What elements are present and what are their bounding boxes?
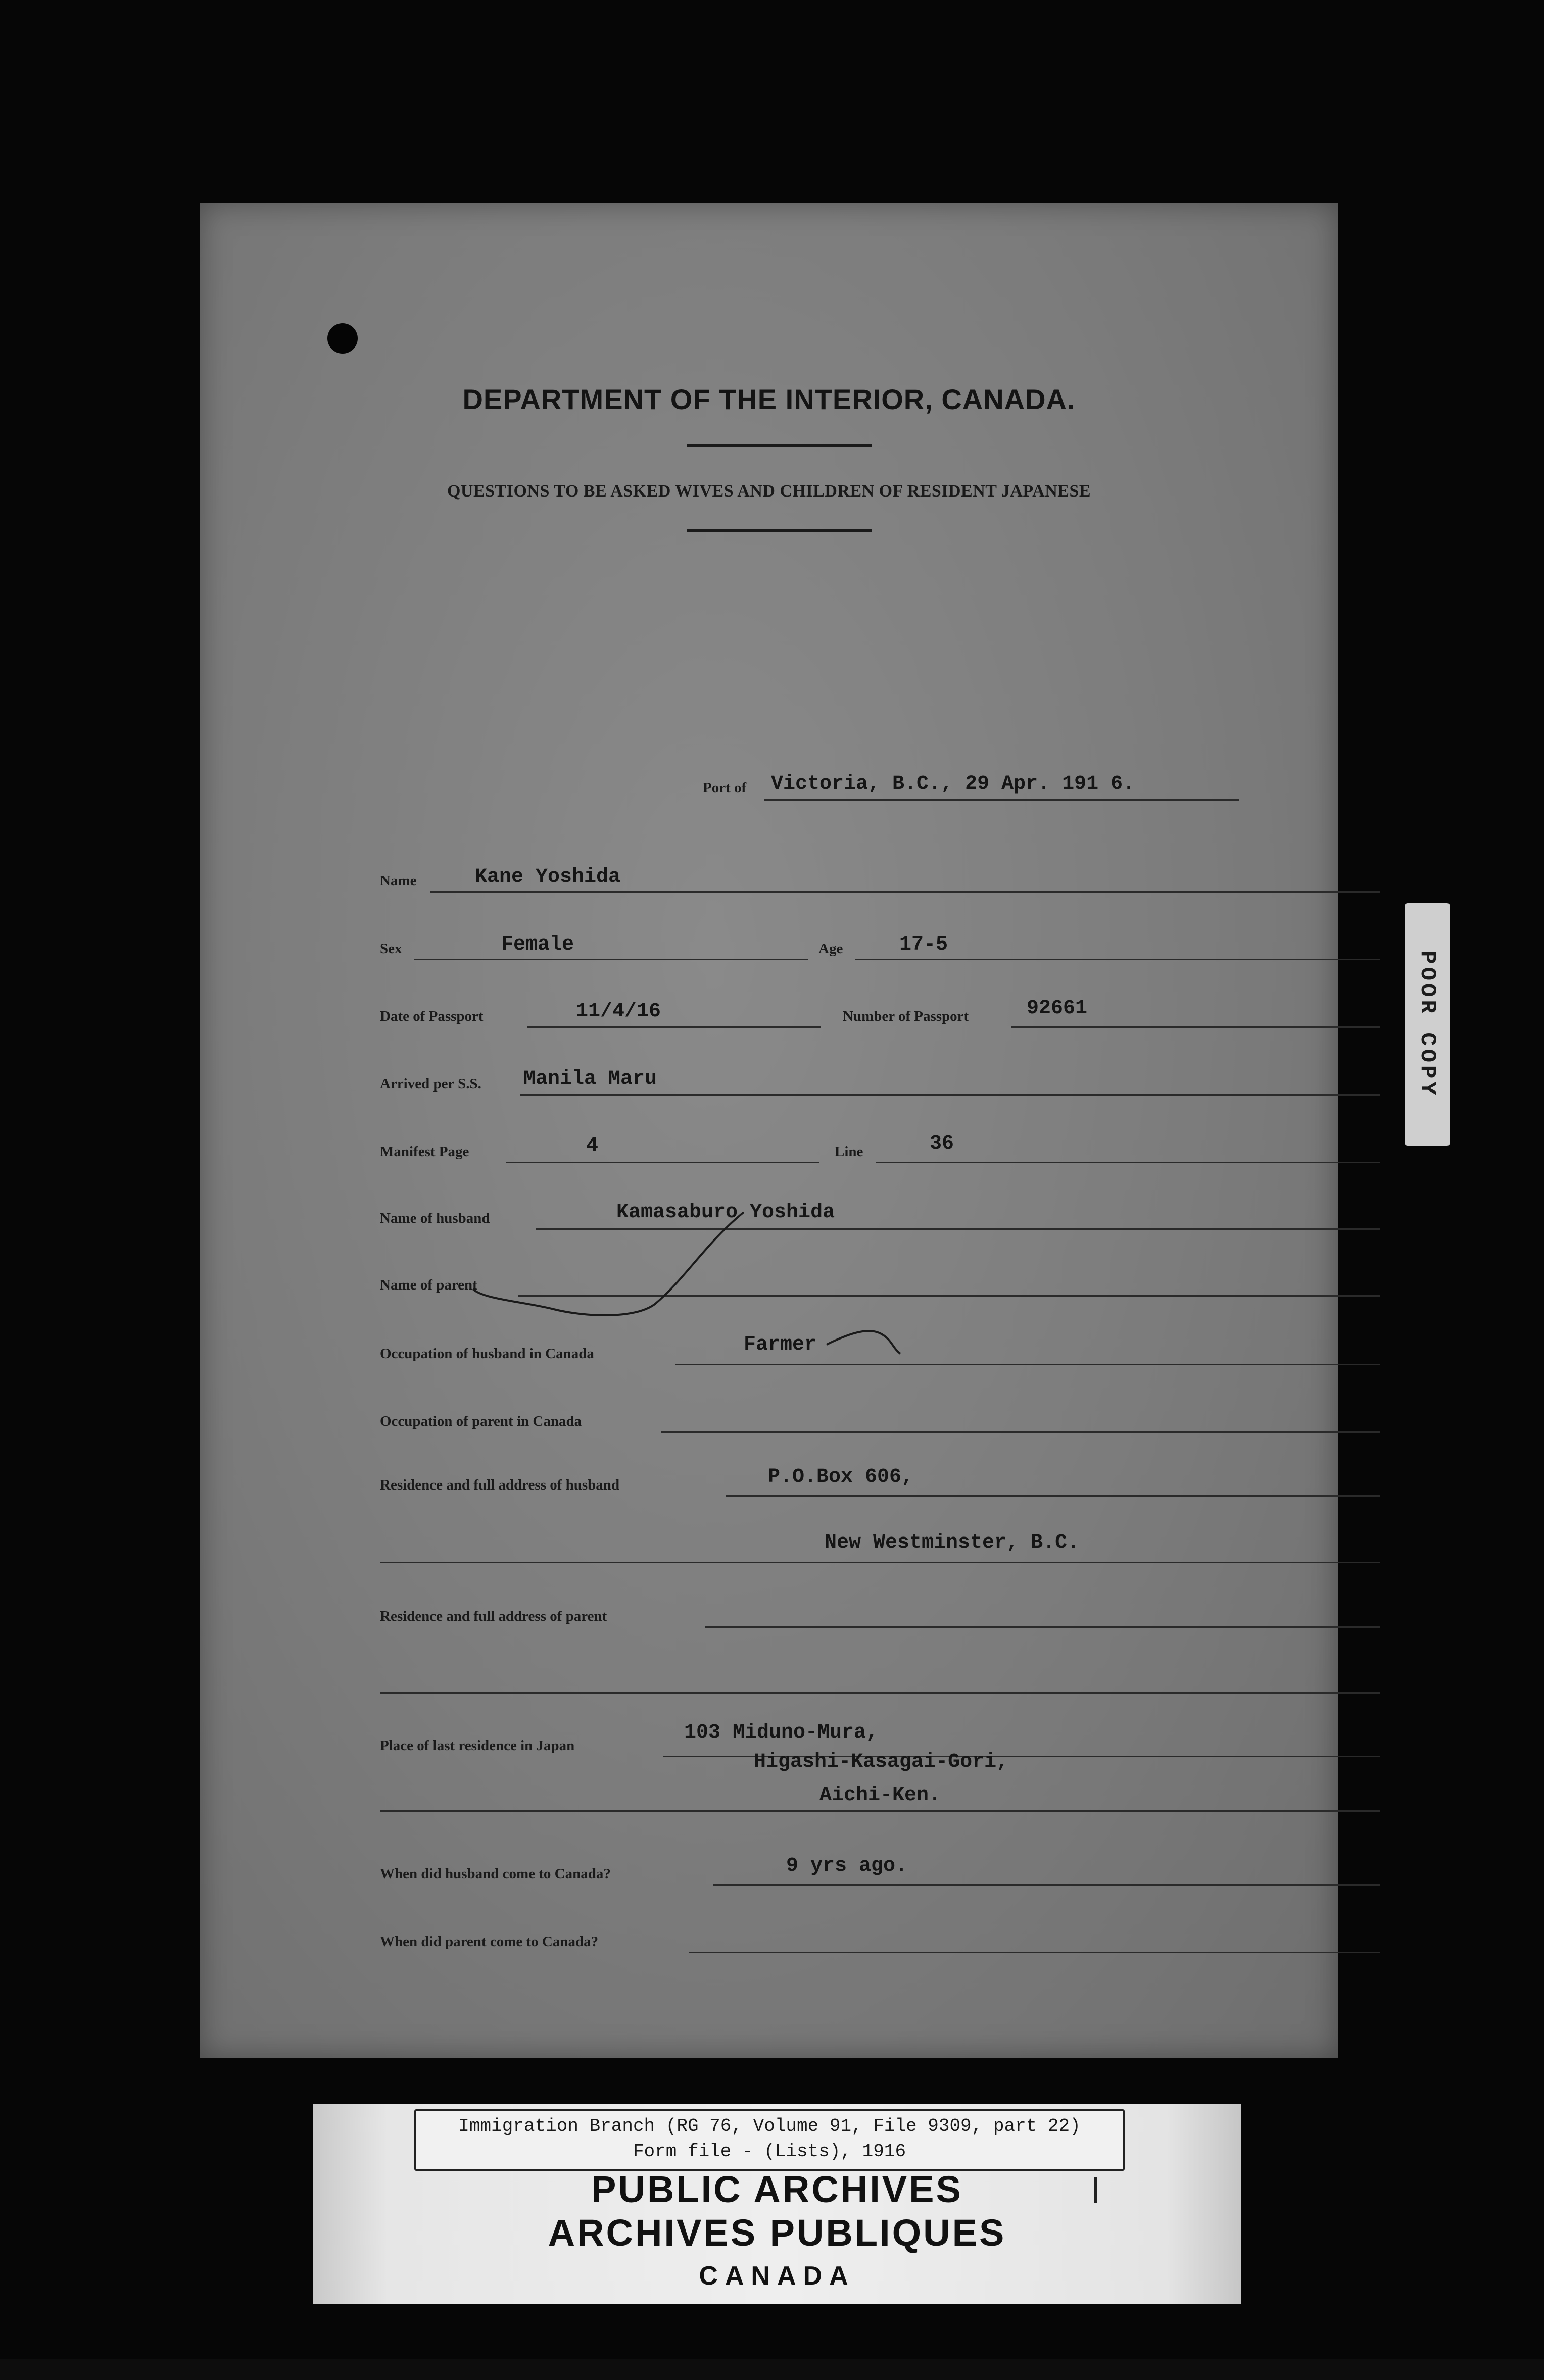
last-residence-value-1: 103 Miduno-Mura, bbox=[684, 1721, 879, 1744]
arrived-per-label: Arrived per S.S. bbox=[380, 1076, 481, 1092]
last-residence-value-2: Higashi-Kasagai-Gori, bbox=[754, 1751, 1009, 1773]
name-of-husband-label: Name of husband bbox=[380, 1210, 490, 1226]
date-of-passport-value: 11/4/16 bbox=[576, 1000, 661, 1023]
name-of-husband-value: Kamasaburo Yoshida bbox=[616, 1201, 835, 1224]
sex-label: Sex bbox=[380, 940, 402, 957]
name-value: Kane Yoshida bbox=[475, 866, 621, 888]
archive-reference-line-1: Immigration Branch (RG 76, Volume 91, File 9309, part 22) bbox=[458, 2116, 1081, 2137]
age-label: Age bbox=[818, 940, 843, 957]
port-label: Port of bbox=[703, 780, 747, 796]
parent-came-label: When did parent come to Canada? bbox=[380, 1933, 599, 1950]
name-label: Name bbox=[380, 873, 417, 889]
number-of-passport-label: Number of Passport bbox=[843, 1008, 969, 1024]
line-value: 36 bbox=[930, 1132, 954, 1155]
form-sheet bbox=[200, 203, 1338, 2058]
pen-scribble bbox=[200, 203, 1338, 2058]
line-label: Line bbox=[835, 1144, 863, 1160]
name-of-parent-label: Name of parent bbox=[380, 1277, 477, 1293]
public-archives-text: PUBLIC ARCHIVES bbox=[591, 2168, 963, 2210]
last-residence-label: Place of last residence in Japan bbox=[380, 1738, 575, 1754]
husband-came-value: 9 yrs ago. bbox=[786, 1855, 908, 1877]
sex-value: Female bbox=[501, 933, 574, 956]
number-of-passport-value: 92661 bbox=[1027, 997, 1088, 1020]
occupation-husband-label: Occupation of husband in Canada bbox=[380, 1346, 594, 1362]
husband-came-label: When did husband come to Canada? bbox=[380, 1866, 611, 1882]
film-edge bbox=[0, 2359, 1544, 2380]
port-value: Victoria, B.C., 29 Apr. 191 6. bbox=[771, 773, 1135, 796]
archive-reference-line-2: Form file - (Lists), 1916 bbox=[633, 2141, 906, 2162]
residence-parent-label: Residence and full address of parent bbox=[380, 1608, 607, 1624]
archive-reference-box bbox=[414, 2109, 1125, 2171]
age-value: 17-5 bbox=[899, 933, 948, 956]
last-residence-value-3: Aichi-Ken. bbox=[819, 1784, 941, 1807]
manifest-page-value: 4 bbox=[586, 1134, 599, 1157]
department-title: DEPARTMENT OF THE INTERIOR, CANADA. bbox=[462, 383, 1076, 415]
stamp-mark bbox=[1094, 2177, 1097, 2203]
manifest-page-label: Manifest Page bbox=[380, 1144, 469, 1160]
date-of-passport-label: Date of Passport bbox=[380, 1008, 484, 1024]
residence-husband-value-2: New Westminster, B.C. bbox=[825, 1531, 1080, 1554]
canada-text: CANADA bbox=[699, 2261, 855, 2291]
occupation-parent-label: Occupation of parent in Canada bbox=[380, 1413, 582, 1429]
occupation-husband-value: Farmer bbox=[744, 1333, 817, 1356]
form-subtitle: QUESTIONS TO BE ASKED WIVES AND CHILDREN OF RESIDENT JAPANESE bbox=[447, 482, 1091, 501]
residence-husband-label: Residence and full address of husband bbox=[380, 1477, 620, 1493]
residence-husband-value-1: P.O.Box 606, bbox=[768, 1466, 914, 1489]
poor-copy-text: POOR COPY bbox=[1415, 951, 1440, 1098]
archives-publiques-text: ARCHIVES PUBLIQUES bbox=[548, 2212, 1006, 2254]
arrived-per-value: Manila Maru bbox=[523, 1068, 657, 1090]
